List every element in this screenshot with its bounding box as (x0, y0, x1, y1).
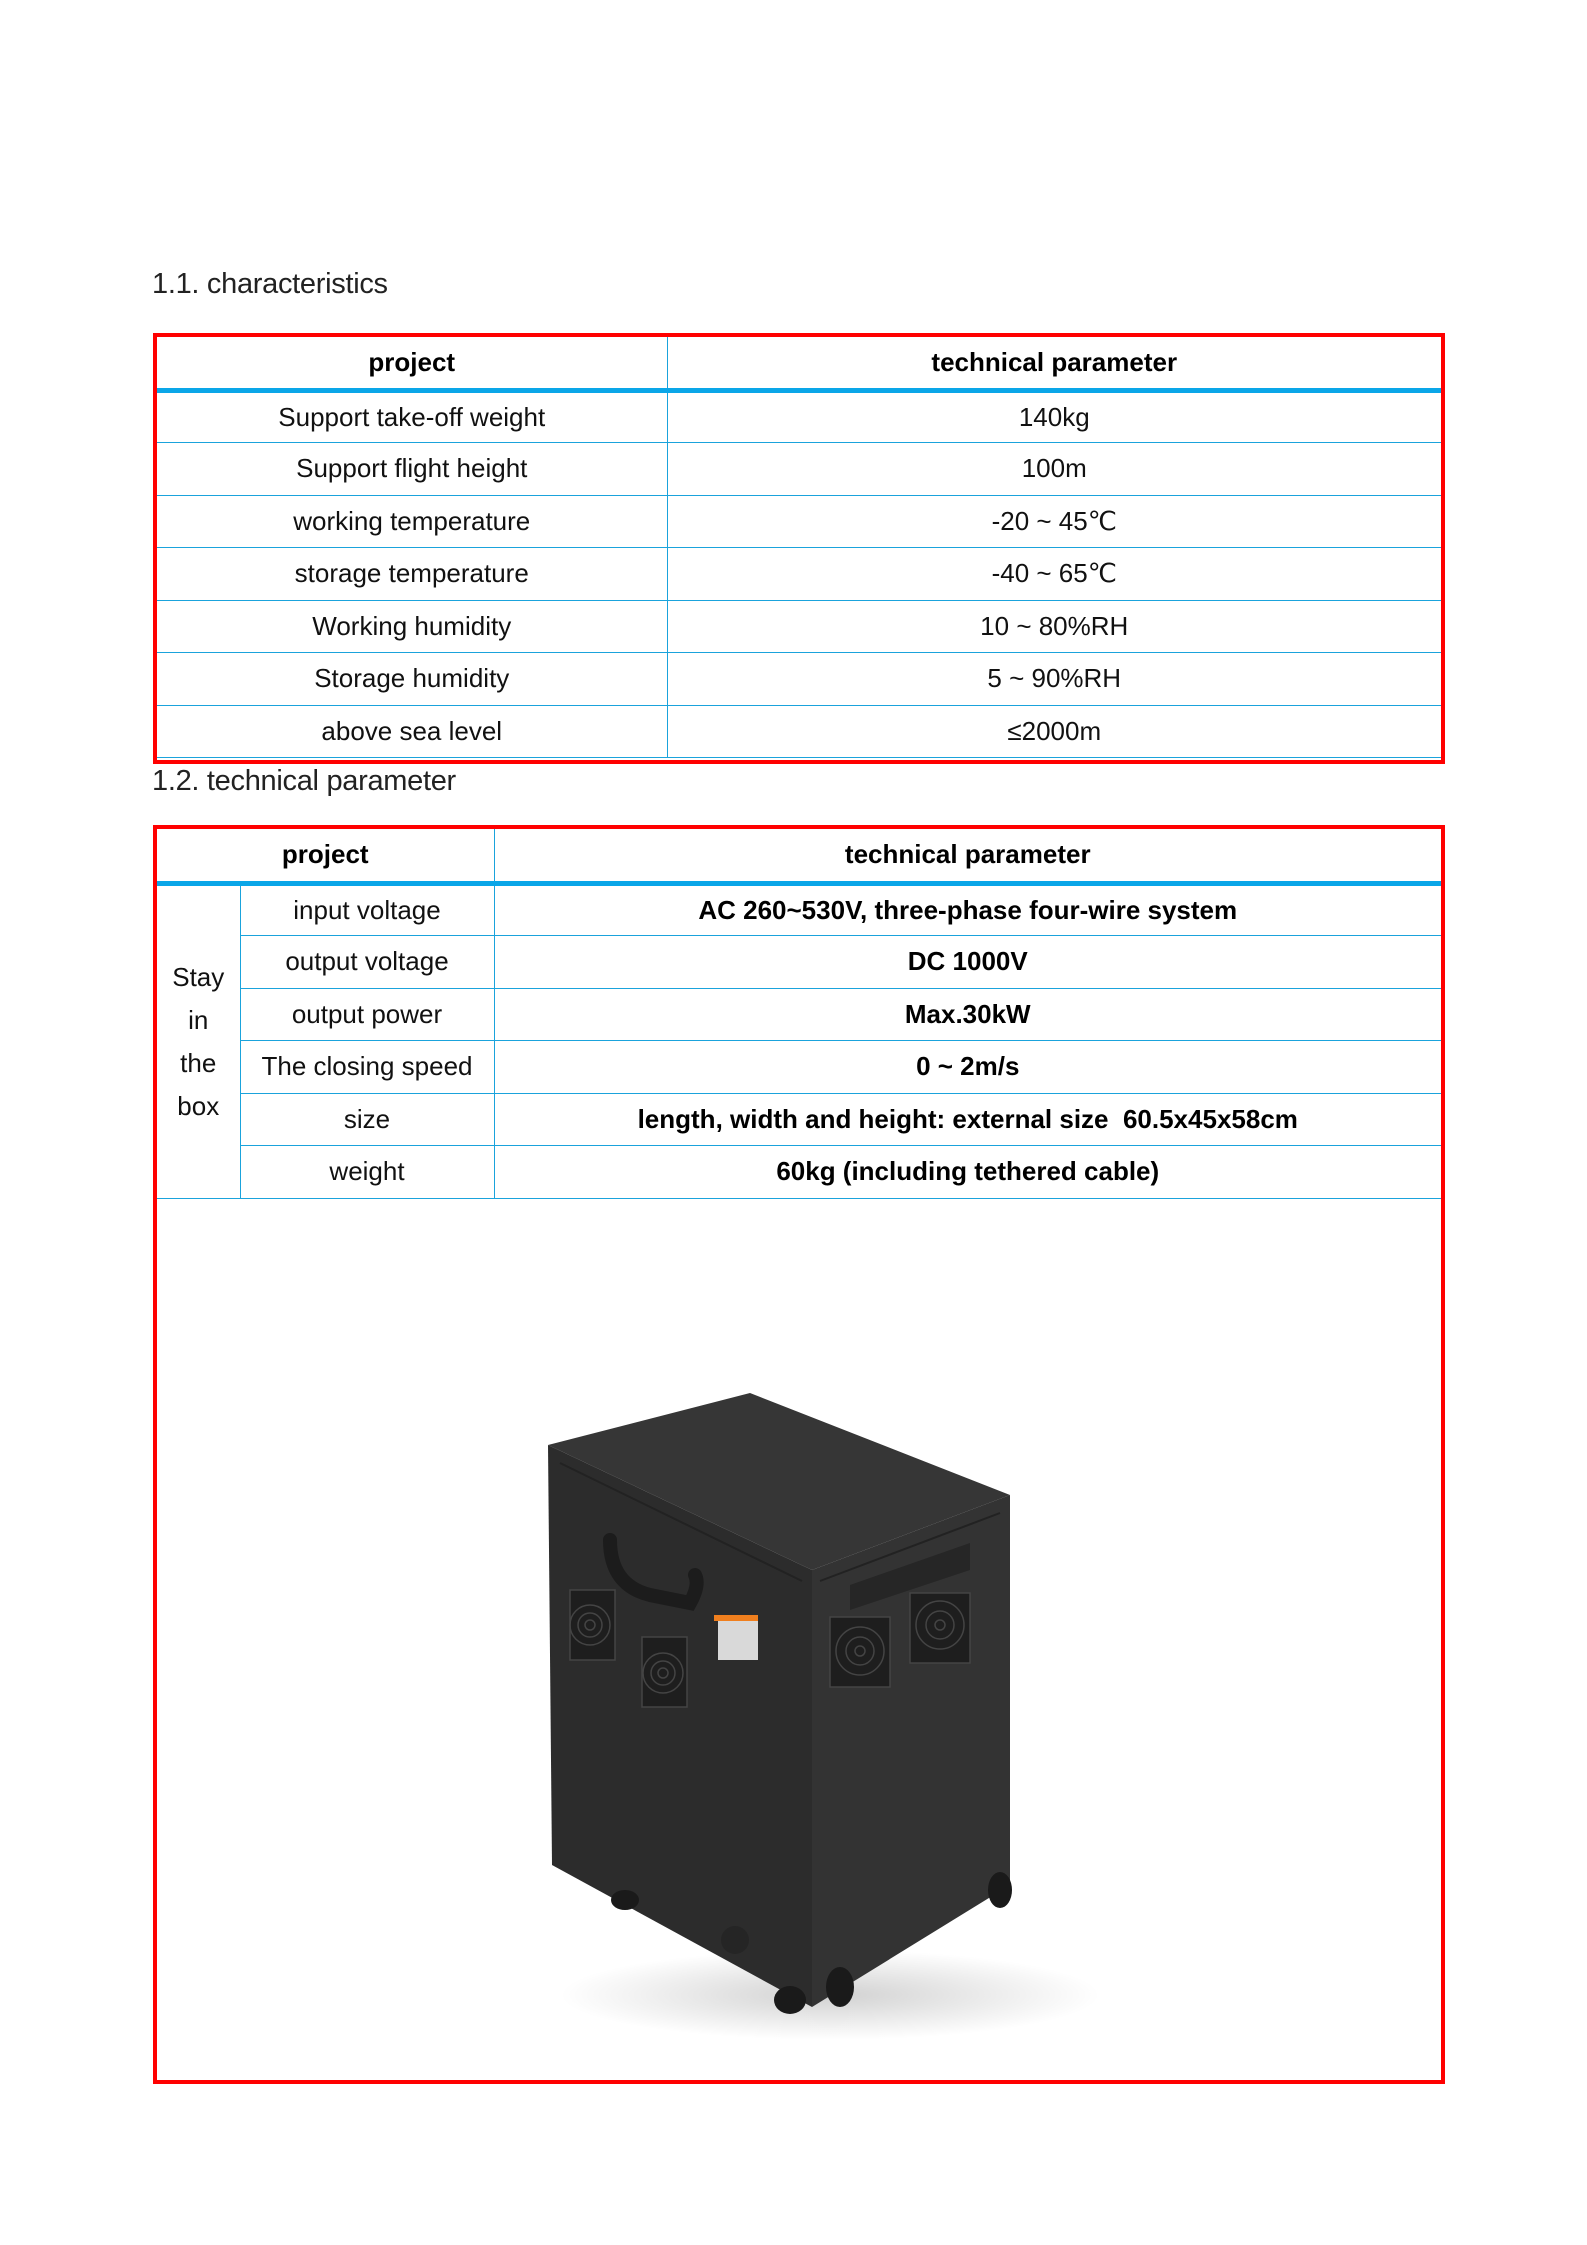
table-row (157, 883, 1441, 936)
project-cell: The closing speed (240, 1041, 494, 1094)
group-label-line: in (188, 1004, 209, 1035)
table-row (157, 548, 1441, 601)
project-cell: input voltage (240, 883, 494, 936)
value-cell: ≤2000m (667, 705, 1441, 758)
project-cell: working temperature (157, 495, 667, 548)
table-row (157, 988, 1441, 1041)
table-row (157, 600, 1441, 653)
table-header-row (157, 337, 1441, 390)
project-cell: storage temperature (157, 548, 667, 601)
value-cell: 5 ~ 90%RH (667, 653, 1441, 706)
value-cell: Max.30kW (494, 988, 1441, 1041)
fan-vent-icon (910, 1593, 970, 1663)
column-header-technical-parameter: technical parameter (494, 829, 1441, 883)
group-label-line: box (177, 1090, 220, 1121)
project-cell: weight (240, 1146, 494, 1199)
table-row (157, 936, 1441, 989)
value-cell: 100m (667, 443, 1441, 496)
table-row (157, 495, 1441, 548)
fan-vent-icon (830, 1617, 890, 1687)
group-label-line: the (180, 1047, 217, 1078)
column-header-technical-parameter: technical parameter (667, 337, 1441, 390)
project-cell: Working humidity (157, 600, 667, 653)
value-cell: 60kg (including tethered cable) (494, 1146, 1441, 1199)
table-row (157, 1093, 1441, 1146)
characteristics-table (157, 337, 1441, 758)
project-cell: Support flight height (157, 443, 667, 496)
project-cell: output power (240, 988, 494, 1041)
fan-vent-icon (570, 1590, 615, 1660)
value-cell: -40 ~ 65℃ (667, 548, 1441, 601)
value-cell: 0 ~ 2m/s (494, 1041, 1441, 1094)
value-cell: DC 1000V (494, 936, 1441, 989)
section-2-heading: 1.2. technical parameter (152, 765, 456, 797)
product-image-tether-box (530, 1385, 1110, 2045)
project-cell: size (240, 1093, 494, 1146)
value-cell: 140kg (667, 390, 1441, 443)
fan-vent-icon (642, 1637, 687, 1707)
column-header-project: project (157, 829, 494, 883)
round-port-icon (721, 1926, 749, 1954)
table-header-row (157, 829, 1441, 883)
value-cell: length, width and height: external size 60.5x45x58cm (494, 1093, 1441, 1146)
table-row (157, 1041, 1441, 1094)
value-cell: -20 ~ 45℃ (667, 495, 1441, 548)
table-row (157, 443, 1441, 496)
project-cell: Support take-off weight (157, 390, 667, 443)
value-cell: 10 ~ 80%RH (667, 600, 1441, 653)
project-cell: output voltage (240, 936, 494, 989)
table-row (157, 1146, 1441, 1199)
table-row (157, 390, 1441, 443)
table-row (157, 653, 1441, 706)
value-cell: AC 260~530V, three-phase four-wire system (494, 883, 1441, 936)
column-header-project: project (157, 337, 667, 390)
warning-label (714, 1615, 758, 1660)
table-row (157, 705, 1441, 758)
group-label-line: Stay (172, 961, 225, 992)
project-cell: Storage humidity (157, 653, 667, 706)
section-1-heading: 1.1. characteristics (152, 268, 388, 300)
characteristics-table-frame (153, 333, 1445, 764)
group-label-stay-in-the-box (157, 883, 240, 1198)
technical-parameter-table (157, 829, 1441, 1199)
project-cell: above sea level (157, 705, 667, 758)
